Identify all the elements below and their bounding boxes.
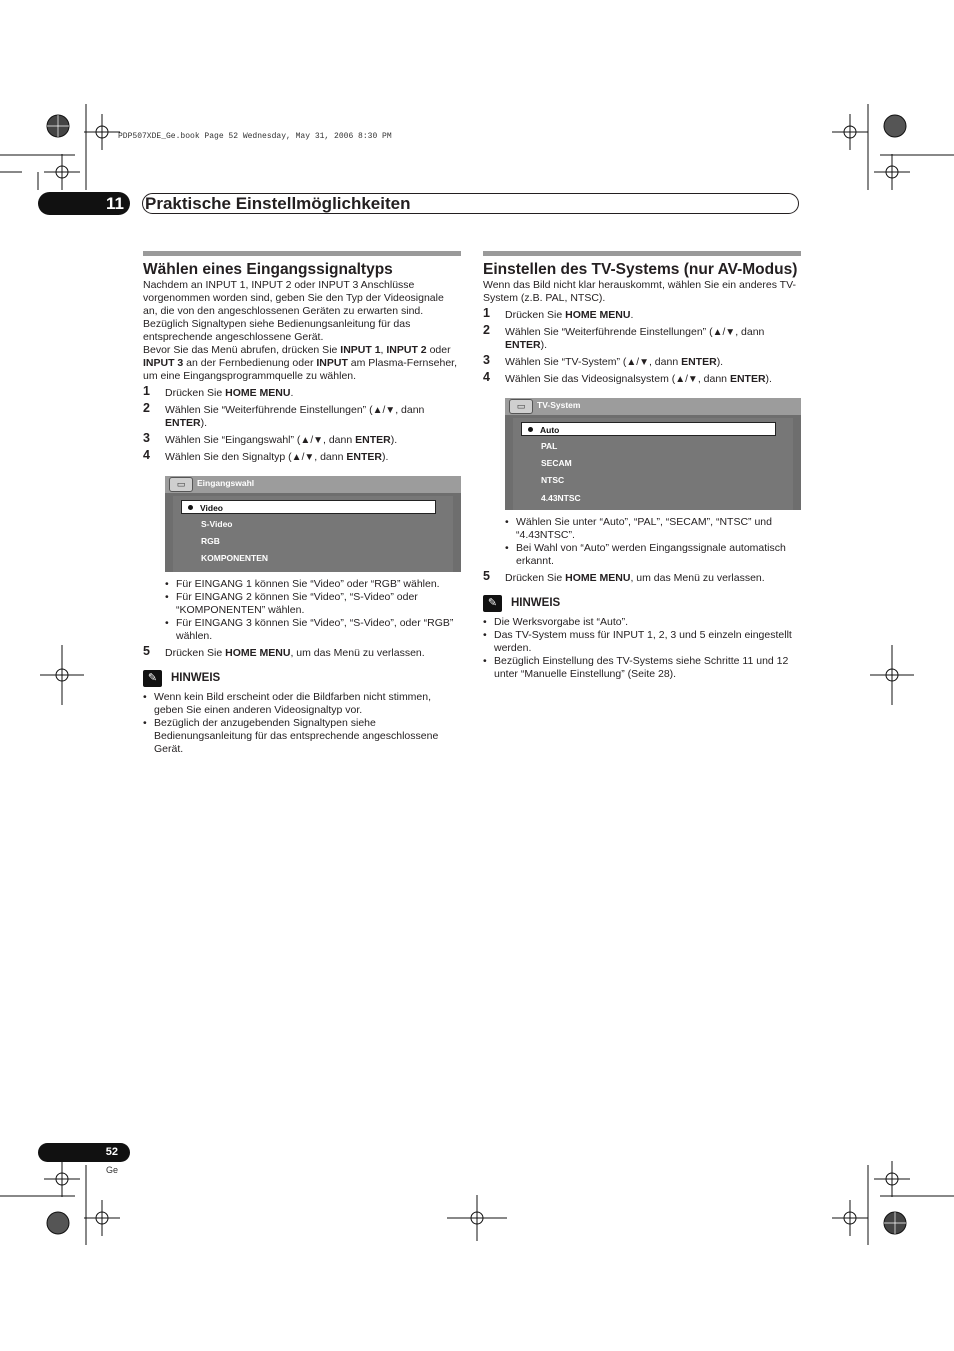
intro-paragraph: Nachdem an INPUT 1, INPUT 2 oder INPUT 3 Anschlüsse vorgenommen worden sind, geben Sie den Typ der Videosignale an, die von den angeschlossenen Geräten zu erwarten sind. Bezüglich Signaltypen siehe Bedienungsanleitung für das entsprechende angeschlossene Gerät. — [143, 279, 444, 343]
list-item: • Das TV-System muss für INPUT 1, 2, 3 und 5 einzeln eingestellt werden. — [483, 629, 801, 655]
menu-screen-eingangswahl — [165, 476, 461, 572]
step-3: 3 Wählen Sie “Eingangswahl” (▲/▼, dann ENTER). — [143, 431, 398, 446]
menu-item[interactable]: RGB — [201, 536, 220, 546]
step-3: 3 Wählen Sie “TV-System” (▲/▼, dann ENTER). — [483, 353, 724, 368]
chapter-number: 11 — [106, 194, 124, 213]
page-number: 52 — [105, 1146, 118, 1158]
up-down-arrows-icon: ▲/▼ — [712, 327, 736, 338]
list-item: • Bezüglich der anzugebenden Signaltypen siehe Bedienungsanleitung für das entsprechende angeschlossene Gerät. — [143, 717, 461, 756]
section-rule — [143, 251, 461, 256]
menu-item[interactable]: 4.43NTSC — [541, 493, 581, 503]
step-5: 5 Drücken Sie HOME MENU, um das Menü zu verlassen. — [143, 644, 425, 659]
list-item: • Für EINGANG 3 können Sie “Video”, “S-Video”, oder “RGB” wählen. — [165, 617, 461, 643]
hint-list — [143, 691, 461, 756]
menu-item[interactable]: NTSC — [541, 475, 565, 485]
up-down-arrows-icon: ▲/▼ — [626, 357, 649, 368]
menu-item-selected[interactable]: Video — [181, 500, 436, 514]
sub-bullet-list — [483, 516, 801, 568]
list-item: • Wenn kein Bild erscheint oder die Bildfarben nicht stimmen, geben Sie einen anderen Videosignaltyp vor. — [143, 691, 461, 717]
menu-title: TV-System — [505, 398, 801, 415]
hint-list — [483, 616, 801, 681]
section-rule — [483, 251, 801, 256]
step-5: 5 Drücken Sie HOME MENU, um das Menü zu verlassen. — [483, 569, 765, 584]
list-item: • Für EINGANG 1 können Sie “Video” oder “RGB” wählen. — [165, 578, 461, 591]
print-info: PDP507XDE_Ge.book Page 52 Wednesday, May 31, 2006 8:30 PM — [118, 132, 392, 141]
left-column — [143, 251, 461, 756]
menu-item[interactable]: S-Video — [201, 519, 233, 529]
list-item: • Für EINGANG 2 können Sie “Video”, “S-Video” oder “KOMPONENTEN” wählen. — [165, 591, 461, 617]
step-2: 2 Wählen Sie “Weiterführende Einstellungen” (▲/▼, dann ENTER). — [143, 401, 425, 429]
step-2: 2 Wählen Sie “Weiterführende Einstellungen” (▲/▼, dann ENTER). — [483, 323, 765, 351]
tv-menu-icon: ▭ — [169, 477, 193, 492]
chapter-number-badge — [38, 192, 130, 215]
section-heading: Wählen eines Eingangssignaltyps — [143, 261, 393, 278]
chapter-title: Praktische Einstellmöglichkeiten — [142, 193, 799, 214]
intro-paragraph-2: Bevor Sie das Menü abrufen, drücken Sie INPUT 1, INPUT 2 oder INPUT 3 an der Fernbedienung oder INPUT am Plasma-Fernseher, um eine Eingangsprogrammquelle zu wählen. — [143, 344, 457, 382]
step-1: 1 Drücken Sie HOME MENU. — [483, 306, 634, 321]
tv-menu-icon: ▭ — [509, 399, 533, 414]
menu-item[interactable]: KOMPONENTEN — [201, 553, 269, 563]
list-item: • Wählen Sie unter “Auto”, “PAL”, “SECAM”, “NTSC” und “4.43NTSC”. — [505, 516, 801, 542]
page-number-badge — [38, 1143, 130, 1162]
up-down-arrows-icon: ▲/▼ — [372, 405, 396, 416]
menu-item[interactable]: PAL — [541, 441, 558, 451]
list-item: • Bei Wahl von “Auto” werden Eingangssignale automatisch erkannt. — [505, 542, 801, 568]
right-column — [483, 251, 801, 681]
hint-header — [143, 670, 461, 687]
step-1: 1 Drücken Sie HOME MENU. — [143, 384, 294, 399]
note-pencil-icon: ✎ — [483, 595, 502, 612]
menu-title: Eingangswahl — [165, 476, 461, 493]
sub-bullet-list — [143, 578, 461, 643]
menu-screen-tv-system — [505, 398, 801, 510]
step-4: 4 Wählen Sie den Signaltyp (▲/▼, dann ENTER). — [143, 448, 389, 463]
up-down-arrows-icon: ▲/▼ — [291, 452, 315, 463]
list-item: • Die Werksvorgabe ist “Auto”. — [483, 616, 801, 629]
hint-label: HINWEIS — [511, 597, 561, 609]
hint-header — [483, 595, 801, 612]
hint-label: HINWEIS — [171, 672, 221, 684]
section-heading: Einstellen des TV-Systems (nur AV-Modus) — [483, 261, 798, 278]
intro-paragraph: Wenn das Bild nicht klar herauskommt, wählen Sie ein anderes TV-System (z.B. PAL, NTSC). — [483, 279, 797, 304]
step-4: 4 Wählen Sie das Videosignalsystem (▲/▼, dann ENTER). — [483, 370, 772, 385]
menu-item[interactable]: SECAM — [541, 458, 572, 468]
list-item: • Bezüglich Einstellung des TV-Systems siehe Schritte 11 und 12 unter “Manuelle Einstellung” (Seite 28). — [483, 655, 801, 681]
language-code: Ge — [106, 1165, 119, 1175]
menu-item-selected[interactable]: Auto — [521, 422, 776, 436]
up-down-arrows-icon: ▲/▼ — [675, 374, 698, 385]
up-down-arrows-icon: ▲/▼ — [300, 435, 323, 446]
note-pencil-icon: ✎ — [143, 670, 162, 687]
